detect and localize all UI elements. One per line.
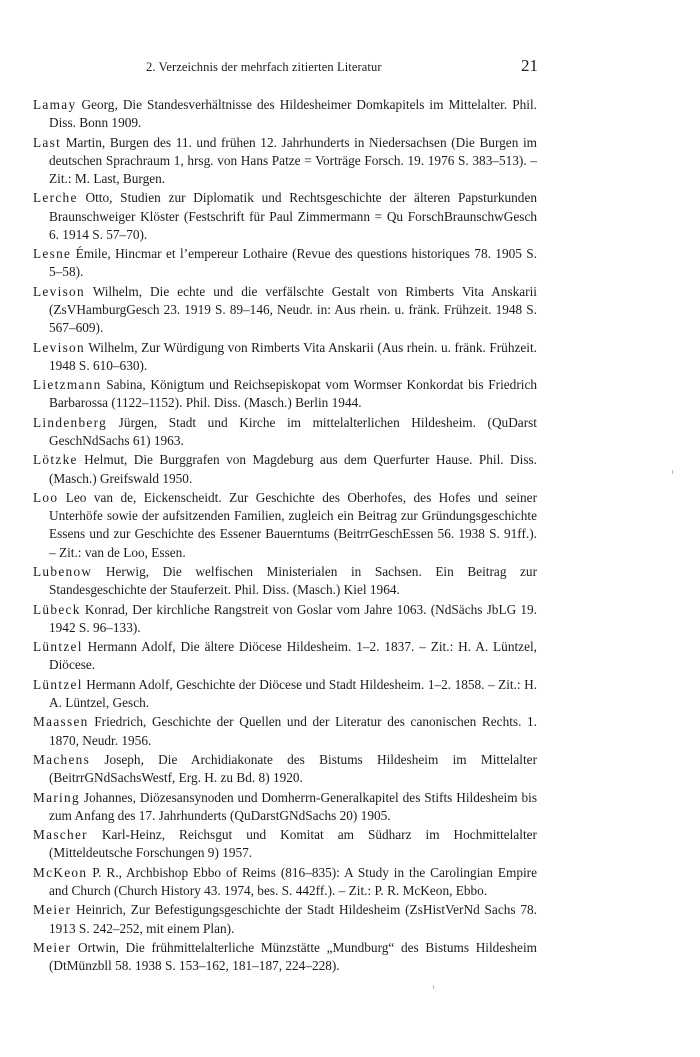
bibliography-entry [33, 245, 537, 281]
entry-text: Otto, Studien zur Diplomatik und Rechtsgeschichte der älteren Papsturkunden Braunschweiger Klöster (Festschrift für Paul Zimmermann = Qu ForschBraunschwGesch 6. 1914 S. 57–70). [49, 190, 537, 242]
entry-text: Hermann Adolf, Geschichte der Diöcese und Stadt Hildesheim. 1–2. 1858. – Zit.: H. A. Lüntzel, Gesch. [49, 676, 537, 710]
entry-author: Loo [33, 489, 59, 505]
entry-text: Leo van de, Eickenscheidt. Zur Geschichte des Oberhofes, des Hofes und seiner Unterhöfe sowie der aufsitzenden Familien, zugleich ein Beitrag zur Gründungsgeschichte Essens und zur Geschichte des Essener Bauerntums (BeitrrGeschEssen 56. 1938 S. 91ff.). – Zit.: van de Loo, Essen. [49, 489, 537, 560]
entry-author: Lindenberg [33, 414, 108, 430]
entry-text: Wilhelm, Die echte und die verfälschte Gestalt von Rimberts Vita Anskarii (ZsVHamburgGesch 23. 1919 S. 89–146, Neudr. in: Aus rhein. u. fränk. Frühzeit. 1948 S. 567–609). [49, 283, 537, 336]
entry-author: Meier [33, 939, 72, 955]
entry-author: Lubenow [33, 563, 93, 579]
bibliography-entry [33, 601, 537, 637]
bibliography-entry [33, 96, 537, 132]
bibliography-entry [33, 339, 537, 375]
entry-text: Konrad, Der kirchliche Rangstreit von Goslar vom Jahre 1063. (NdSächs JbLG 19. 1942 S. 96–133). [49, 601, 537, 635]
entry-text: Ortwin, Die frühmittelalterliche Münzstätte „Mundburg“ des Bistums Hildesheim (DtMünzbll 58. 1938 S. 153–162, 181–187, 224–228). [49, 939, 537, 974]
bibliography-entry [33, 713, 537, 749]
entry-text: Martin, Burgen des 11. und frühen 12. Jahrhunderts in Niedersachsen (Die Burgen im deutschen Sprachraum 1, hrsg. von Hans Patze = Vorträge Forsch. 19. 1976 S. 383–513). – Zit.: M. Last, Burgen. [49, 134, 537, 186]
entry-author: Maring [33, 789, 80, 805]
bibliography-entry [33, 189, 537, 244]
entry-author: Lüntzel [33, 639, 83, 655]
entry-text: Émile, Hincmar et l’empereur Lothaire (Revue des questions historiques 78. 1905 S. 5–58). [49, 246, 537, 280]
page-number: 21 [521, 56, 538, 75]
entry-author: Lietzmann [33, 377, 102, 393]
entry-author: Levison [33, 283, 85, 299]
entry-text: Sabina, Königtum und Reichsepiskopat vom Wormser Konkordat bis Friedrich Barbarossa (1122–1152). Phil. Diss. (Masch.) Berlin 1944. [49, 377, 537, 411]
bibliography-entry [33, 864, 537, 900]
entry-author: Last [33, 134, 62, 150]
entry-author: Lötzke [33, 452, 78, 468]
bibliography-entry [33, 134, 537, 189]
bibliography-entry [33, 789, 537, 825]
entry-author: Levison [33, 339, 85, 355]
entry-text: Friedrich, Geschichte der Quellen und der Literatur des canonischen Rechts. 1. 1870, Neudr. 1956. [49, 714, 537, 748]
entry-author: Lerche [33, 190, 78, 206]
entry-author: Lübeck [33, 601, 81, 617]
bibliography-entry [33, 901, 537, 937]
entry-author: Machens [33, 751, 91, 767]
entry-author: Maassen [33, 714, 89, 730]
entry-text: Jürgen, Stadt und Kirche im mittelalterlichen Hildesheim. (QuDarst GeschNdSachs 61) 1963. [49, 414, 537, 448]
entry-text: Hermann Adolf, Die ältere Diöcese Hildesheim. 1–2. 1837. – Zit.: H. A. Lüntzel, Diöcese. [49, 639, 537, 673]
bibliography-entry [33, 414, 537, 450]
entry-author: Meier [33, 902, 72, 918]
bibliography-entry [33, 489, 537, 562]
bibliography-entry [33, 676, 537, 712]
bibliography-entry [33, 376, 537, 412]
bibliography-entry [33, 826, 537, 862]
entry-author: Lüntzel [33, 676, 83, 692]
entry-text: Heinrich, Zur Befestigungsgeschichte der Stadt Hildesheim (ZsHistVerNd Sachs 78. 1913 S. 242–252, mit einem Plan). [49, 902, 537, 936]
scan-speck [433, 985, 434, 989]
bibliography-entry [33, 939, 537, 975]
entry-text: Wilhelm, Zur Würdigung von Rimberts Vita Anskarii (Aus rhein. u. fränk. Frühzeit. 1948 S. 610–630). [49, 339, 537, 373]
entry-text: Karl-Heinz, Reichsgut und Komitat am Südharz im Hochmittelalter (Mitteldeutsche Forschungen 9) 1957. [49, 827, 537, 861]
entry-text: Joseph, Die Archidiakonate des Bistums Hildesheim im Mittelalter (BeitrrGNdSachsWestf, Erg. H. zu Bd. 8) 1920. [49, 751, 537, 786]
entry-text: Georg, Die Standesverhältnisse des Hildesheimer Domkapitels im Mittelalter. Phil. Diss. Bonn 1909. [49, 97, 537, 131]
scan-speck [672, 470, 673, 474]
bibliography-entry [33, 638, 537, 674]
entry-author: Mascher [33, 827, 88, 843]
entry-text: Helmut, Die Burggrafen von Magdeburg aus dem Querfurter Hause. Phil. Diss. (Masch.) Greifswald 1950. [49, 452, 537, 486]
bibliography-entry [33, 451, 537, 487]
bibliography-entry [33, 283, 537, 338]
running-head: 2. Verzeichnis der mehrfach zitierten Literatur [146, 60, 382, 74]
bibliography-entry [33, 563, 537, 599]
entry-text: Johannes, Diözesansynoden und Domherrn-Generalkapitel des Stifts Hildesheim bis zum Anfang des 17. Jahrhunderts (QuDarstGNdSachs 20) 1905. [49, 789, 537, 823]
entry-author: Lamay [33, 97, 77, 112]
bibliography-entry [33, 751, 537, 787]
entry-author: Lesne [33, 246, 72, 262]
entry-text: Herwig, Die welfischen Ministerialen in Sachsen. Ein Beitrag zur Standesgeschichte der Stauferzeit. Phil. Diss. (Masch.) Kiel 1964. [49, 563, 537, 598]
entry-text: P. R., Archbishop Ebbo of Reims (816–835): A Study in the Carolingian Empire and Church (Church History 43. 1974, bes. S. 442ff.). – Zit.: P. R. McKeon, Ebbo. [49, 864, 537, 898]
bibliography-list [33, 96, 537, 976]
entry-author: McKeon [33, 864, 88, 880]
